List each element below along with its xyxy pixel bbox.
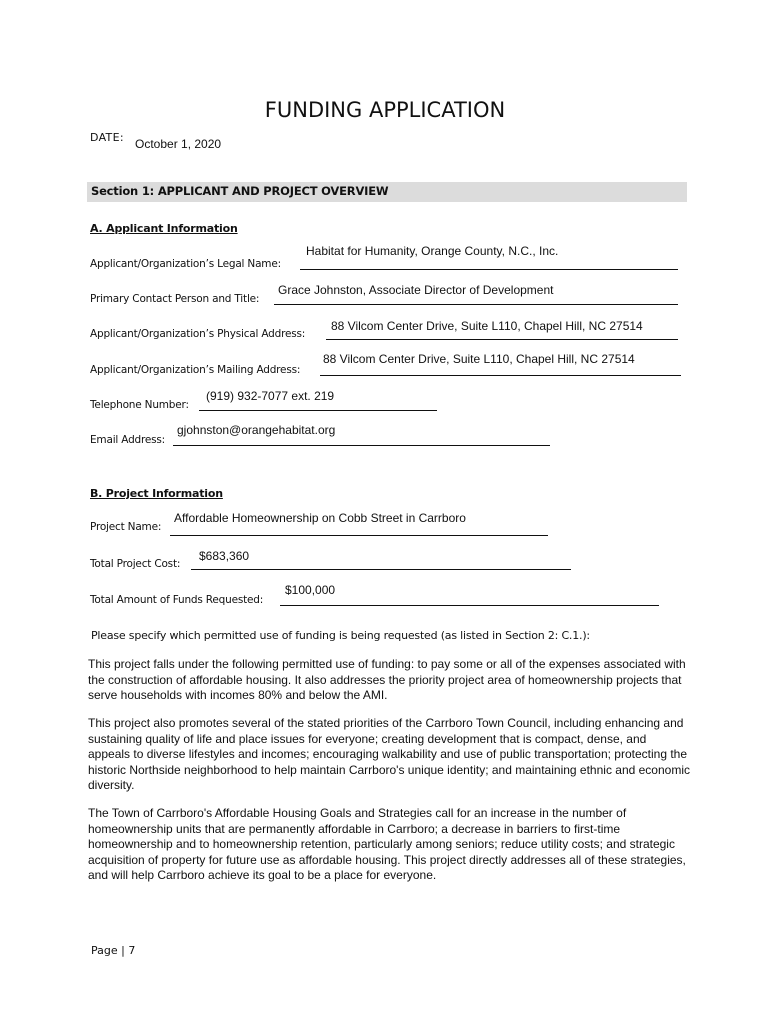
mailing-address-line — [320, 375, 681, 376]
project-name-value: Affordable Homeownership on Cobb Street in Carrboro — [174, 511, 466, 525]
funds-requested-value: $100,000 — [285, 583, 336, 597]
legal-name-line — [300, 269, 678, 270]
physical-address-value: 88 Vilcom Center Drive, Suite L110, Chapel Hill, NC 27514 — [331, 319, 643, 333]
telephone-value: (919) 932-7077 ext. 219 — [206, 389, 335, 403]
project-info-heading: B. Project Information — [90, 487, 223, 500]
contact-label: Primary Contact Person and Title: — [90, 293, 260, 305]
legal-name-value: Habitat for Humanity, Orange County, N.C., Inc. — [306, 244, 559, 258]
project-cost-value: $683,360 — [199, 549, 250, 563]
telephone-line — [199, 410, 437, 411]
email-value: gjohnston@orangehabitat.org — [177, 423, 336, 437]
applicant-info-heading: A. Applicant Information — [90, 222, 238, 235]
funds-requested-label: Total Amount of Funds Requested: — [90, 594, 264, 606]
paragraph-council-priorities: This project also promotes several of the stated priorities of the Carrboro Town Council, including enhancing and sustaining quality of life and place issues for everyone; creating development that is compact, dense, and appeals to diverse lifestyles and incomes; encouraging walkability and use of public transportation; protecting the historic Northside neighborhood to help maintain Carrboro's unique identity; and maintaining ethnic and economic diversity. — [88, 716, 690, 792]
email-line — [173, 445, 550, 446]
contact-line — [274, 304, 678, 305]
funding-use-instruction: Please specify which permitted use of funding is being requested (as listed in Section 2: C.1.): — [91, 629, 590, 642]
physical-address-label: Applicant/Organization’s Physical Address: — [90, 328, 306, 340]
email-label: Email Address: — [90, 434, 166, 446]
page-number: Page | 7 — [91, 944, 136, 957]
section-title: Section 1: APPLICANT AND PROJECT OVERVIEW — [91, 184, 389, 198]
legal-name-label: Applicant/Organization’s Legal Name: — [90, 258, 281, 270]
funds-requested-line — [280, 605, 659, 606]
project-name-label: Project Name: — [90, 521, 162, 533]
paragraph-permitted-use: This project falls under the following permitted use of funding: to pay some or all of the expenses associated with the construction of affordable housing. It also addresses the priority project area of homeownership projects that serve households with incomes 80% and below the AMI. — [88, 657, 686, 702]
project-cost-line — [191, 569, 571, 570]
project-cost-label: Total Project Cost: — [90, 558, 181, 570]
date-label: DATE: — [90, 131, 124, 144]
contact-value: Grace Johnston, Associate Director of Development — [278, 283, 554, 297]
date-value: October 1, 2020 — [135, 137, 222, 151]
mailing-address-value: 88 Vilcom Center Drive, Suite L110, Chapel Hill, NC 27514 — [323, 352, 635, 366]
mailing-address-label: Applicant/Organization’s Mailing Address: — [90, 364, 301, 376]
telephone-label: Telephone Number: — [90, 399, 189, 411]
paragraph-housing-goals: The Town of Carrboro's Affordable Housing Goals and Strategies call for an increase in the number of homeownership units that are permanently affordable in Carrboro; a decrease in barriers to first-time homeownership and to homeownership retention, particularly among seniors; reduce utility costs; and strategic acquisition of property for future use as affordable housing. This project directly addresses all of these strategies, and will help Carrboro achieve its goal to be a place for everyone. — [88, 806, 686, 882]
document-title: FUNDING APPLICATION — [264, 98, 506, 122]
project-name-line — [170, 535, 548, 536]
physical-address-line — [326, 339, 678, 340]
